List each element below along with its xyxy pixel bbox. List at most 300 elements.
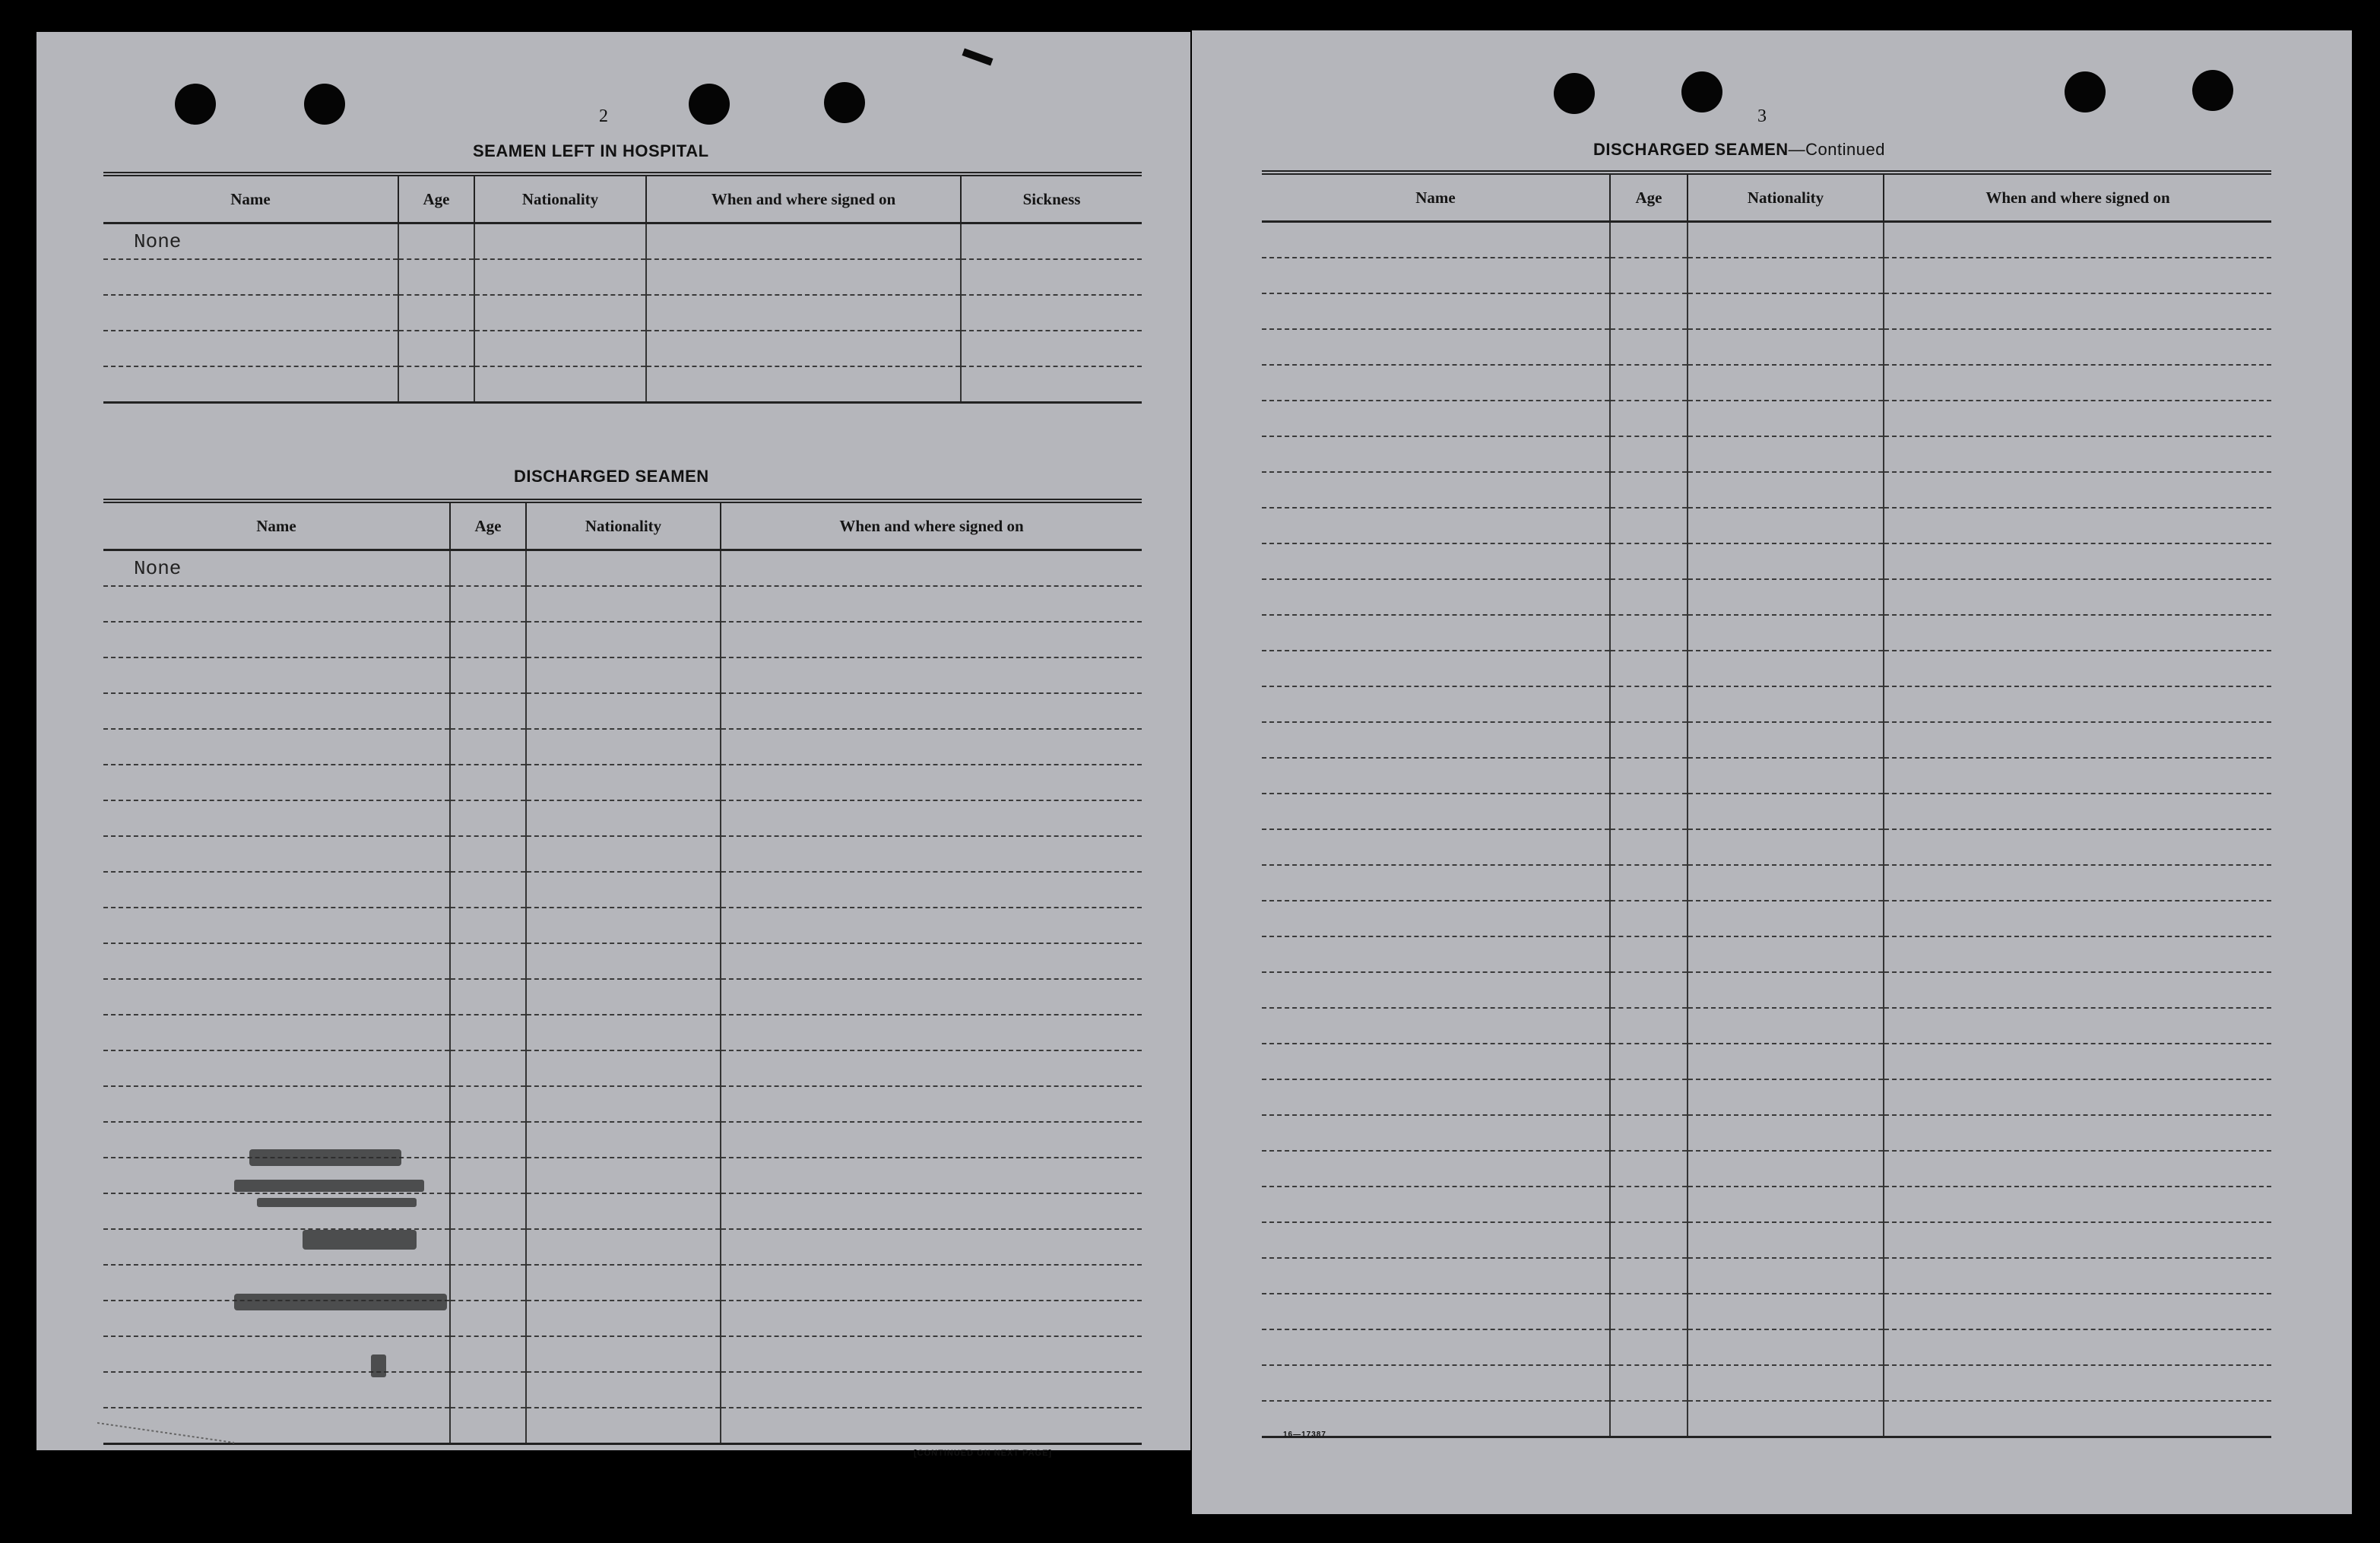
table-cell bbox=[1262, 1115, 1610, 1151]
hospital-header-age: Age bbox=[398, 174, 474, 223]
table-cell bbox=[721, 586, 1142, 622]
discharged-header-age: Age bbox=[450, 501, 526, 550]
table-cell bbox=[961, 331, 1142, 366]
table-cell bbox=[450, 550, 526, 587]
table-cell bbox=[961, 223, 1142, 260]
table-cell bbox=[721, 836, 1142, 872]
table-row bbox=[1262, 293, 2271, 329]
table-cell bbox=[1610, 758, 1688, 794]
table-cell bbox=[1884, 508, 2271, 543]
hospital-header-name: Name bbox=[103, 174, 398, 223]
table-cell bbox=[1262, 401, 1610, 436]
table-cell bbox=[646, 366, 961, 403]
table-row bbox=[1262, 1079, 2271, 1115]
table-cell bbox=[474, 259, 646, 295]
table-cell bbox=[1688, 1294, 1884, 1329]
table-row bbox=[103, 1086, 1142, 1122]
table-cell bbox=[1262, 1222, 1610, 1258]
table-cell bbox=[1262, 758, 1610, 794]
table-cell bbox=[1688, 293, 1884, 329]
table-cell bbox=[721, 1086, 1142, 1122]
punch-hole bbox=[2192, 70, 2233, 111]
table-cell bbox=[450, 800, 526, 836]
table-cell bbox=[1610, 901, 1688, 936]
table-row bbox=[1262, 829, 2271, 865]
table-cell bbox=[1610, 472, 1688, 508]
table-cell bbox=[103, 586, 450, 622]
table-row bbox=[1262, 722, 2271, 758]
table-cell bbox=[103, 1050, 450, 1086]
continued-header-name: Name bbox=[1262, 173, 1610, 222]
table-cell bbox=[450, 693, 526, 729]
table-cell bbox=[1610, 1294, 1688, 1329]
table-cell bbox=[1610, 615, 1688, 651]
table-row bbox=[1262, 543, 2271, 579]
table-row bbox=[1262, 1329, 2271, 1365]
table-cell bbox=[526, 693, 721, 729]
table-cell bbox=[1884, 1187, 2271, 1222]
table-cell bbox=[1262, 936, 1610, 972]
table-cell bbox=[721, 693, 1142, 729]
table-cell bbox=[450, 908, 526, 943]
paper-tear bbox=[962, 48, 993, 65]
discharged-continued-title bbox=[1593, 140, 1885, 160]
table-cell bbox=[1688, 1151, 1884, 1187]
table-cell bbox=[1262, 686, 1610, 722]
table-cell bbox=[646, 259, 961, 295]
table-cell bbox=[103, 872, 450, 908]
table-cell bbox=[721, 908, 1142, 943]
table-row bbox=[103, 1015, 1142, 1050]
punch-hole bbox=[2065, 71, 2106, 112]
table-cell bbox=[1610, 1222, 1688, 1258]
table-row bbox=[1262, 686, 2271, 722]
table-row bbox=[103, 800, 1142, 836]
table-cell bbox=[450, 836, 526, 872]
table-cell bbox=[721, 550, 1142, 587]
table-cell bbox=[103, 979, 450, 1015]
table-cell bbox=[1884, 758, 2271, 794]
table-cell bbox=[1262, 794, 1610, 829]
table-row bbox=[1262, 794, 2271, 829]
table-cell bbox=[526, 550, 721, 587]
table-cell bbox=[1884, 1115, 2271, 1151]
table-row bbox=[1262, 1258, 2271, 1294]
table-cell bbox=[1262, 901, 1610, 936]
table-cell bbox=[721, 1122, 1142, 1158]
right-page bbox=[1192, 30, 2352, 1514]
table-cell bbox=[103, 331, 398, 366]
table-cell bbox=[721, 1050, 1142, 1086]
table-row bbox=[103, 622, 1142, 657]
table-cell bbox=[1610, 1365, 1688, 1401]
table-cell bbox=[103, 693, 450, 729]
table-cell bbox=[646, 331, 961, 366]
discharged-continued-table bbox=[1262, 170, 2271, 1438]
table-cell bbox=[1610, 972, 1688, 1008]
page-fold-mark bbox=[97, 1420, 234, 1450]
table-cell bbox=[526, 1265, 721, 1301]
table-cell bbox=[1688, 1044, 1884, 1079]
table-row bbox=[103, 1408, 1142, 1444]
table-cell bbox=[1688, 722, 1884, 758]
table-cell bbox=[721, 1265, 1142, 1301]
table-cell bbox=[721, 1158, 1142, 1193]
table-cell bbox=[1688, 758, 1884, 794]
table-row bbox=[1262, 329, 2271, 365]
table-row bbox=[1262, 758, 2271, 794]
table-cell bbox=[1262, 329, 1610, 365]
table-cell bbox=[1688, 1008, 1884, 1044]
table-cell bbox=[526, 800, 721, 836]
hospital-section-title: SEAMEN LEFT IN HOSPITAL bbox=[473, 141, 709, 160]
table-cell bbox=[450, 943, 526, 979]
table-cell bbox=[1262, 1365, 1610, 1401]
table-row bbox=[1262, 401, 2271, 436]
table-cell bbox=[1262, 829, 1610, 865]
table-cell bbox=[1610, 1115, 1688, 1151]
table-cell bbox=[103, 765, 450, 800]
table-cell bbox=[1610, 722, 1688, 758]
table-cell bbox=[103, 622, 450, 657]
table-row bbox=[103, 908, 1142, 943]
table-cell bbox=[1610, 865, 1688, 901]
table-cell bbox=[1884, 365, 2271, 401]
table-row bbox=[103, 836, 1142, 872]
table-cell bbox=[103, 366, 398, 403]
table-row bbox=[1262, 1365, 2271, 1401]
table-cell bbox=[1262, 1187, 1610, 1222]
table-cell bbox=[1610, 329, 1688, 365]
table-cell bbox=[450, 657, 526, 693]
table-cell bbox=[1884, 1079, 2271, 1115]
table-cell bbox=[1688, 1365, 1884, 1401]
table-cell bbox=[526, 622, 721, 657]
table-cell bbox=[721, 800, 1142, 836]
table-cell bbox=[1884, 686, 2271, 722]
table-row bbox=[103, 943, 1142, 979]
table-cell bbox=[1688, 1329, 1884, 1365]
table-row bbox=[103, 765, 1142, 800]
punch-hole bbox=[304, 84, 345, 125]
table-cell bbox=[721, 1336, 1142, 1372]
table-row bbox=[103, 693, 1142, 729]
table-cell bbox=[103, 729, 450, 765]
table-cell bbox=[103, 295, 398, 331]
table-cell bbox=[1688, 615, 1884, 651]
table-cell bbox=[721, 1193, 1142, 1229]
table-cell bbox=[1262, 722, 1610, 758]
table-row bbox=[1262, 1222, 2271, 1258]
table-cell bbox=[1884, 1151, 2271, 1187]
table-cell bbox=[1610, 1187, 1688, 1222]
table-cell bbox=[1262, 436, 1610, 472]
table-cell bbox=[646, 295, 961, 331]
table-row bbox=[1262, 651, 2271, 686]
page-number: 2 bbox=[599, 106, 608, 126]
hospital-header-nationality: Nationality bbox=[474, 174, 646, 223]
table-cell bbox=[1262, 222, 1610, 258]
table-row bbox=[1262, 972, 2271, 1008]
table-cell bbox=[1688, 1187, 1884, 1222]
table-cell bbox=[721, 729, 1142, 765]
table-row bbox=[103, 366, 1142, 403]
table-cell bbox=[103, 908, 450, 943]
table-cell bbox=[526, 1372, 721, 1408]
table-cell bbox=[1610, 829, 1688, 865]
table-cell bbox=[1610, 579, 1688, 615]
table-row bbox=[103, 331, 1142, 366]
table-cell bbox=[721, 1408, 1142, 1444]
hospital-header-sickness: Sickness bbox=[961, 174, 1142, 223]
table-cell bbox=[1610, 1258, 1688, 1294]
table-cell bbox=[1884, 901, 2271, 936]
table-cell bbox=[450, 979, 526, 1015]
table-cell bbox=[450, 1408, 526, 1444]
table-cell bbox=[1262, 579, 1610, 615]
table-cell bbox=[1884, 293, 2271, 329]
table-cell bbox=[526, 729, 721, 765]
discharged-header-when-and-where-signed-on: When and where signed on bbox=[721, 501, 1142, 550]
form-number: 16—17387 bbox=[1283, 1431, 1326, 1439]
table-cell bbox=[103, 943, 450, 979]
table-cell bbox=[1884, 1222, 2271, 1258]
table-cell bbox=[103, 657, 450, 693]
received-stamp bbox=[204, 1119, 508, 1408]
table-cell bbox=[1884, 543, 2271, 579]
table-cell bbox=[1262, 1294, 1610, 1329]
table-cell bbox=[1688, 472, 1884, 508]
table-cell bbox=[1610, 293, 1688, 329]
table-cell bbox=[721, 1229, 1142, 1265]
table-cell bbox=[526, 908, 721, 943]
table-cell bbox=[1262, 651, 1610, 686]
table-cell bbox=[1884, 936, 2271, 972]
table-cell bbox=[1262, 1329, 1610, 1365]
table-cell bbox=[1610, 1044, 1688, 1079]
table-cell bbox=[721, 622, 1142, 657]
punch-hole bbox=[175, 84, 216, 125]
table-cell bbox=[961, 366, 1142, 403]
hospital-header-when-and-where-signed-on: When and where signed on bbox=[646, 174, 961, 223]
table-row bbox=[1262, 1151, 2271, 1187]
table-cell bbox=[526, 1408, 721, 1444]
table-row bbox=[103, 979, 1142, 1015]
table-cell bbox=[474, 223, 646, 260]
table-row bbox=[1262, 436, 2271, 472]
table-cell bbox=[1688, 865, 1884, 901]
table-cell bbox=[1688, 1258, 1884, 1294]
punch-hole bbox=[1681, 71, 1722, 112]
table-cell bbox=[1610, 651, 1688, 686]
table-cell bbox=[526, 836, 721, 872]
discharged-section-title: DISCHARGED SEAMEN bbox=[514, 467, 709, 486]
table-cell bbox=[398, 366, 474, 403]
table-cell bbox=[526, 586, 721, 622]
table-row bbox=[103, 872, 1142, 908]
table-cell bbox=[1884, 972, 2271, 1008]
table-cell bbox=[1610, 794, 1688, 829]
table-row bbox=[103, 550, 1142, 587]
table-row bbox=[1262, 365, 2271, 401]
table-cell bbox=[526, 1229, 721, 1265]
table-row bbox=[1262, 865, 2271, 901]
table-cell bbox=[1884, 436, 2271, 472]
table-cell bbox=[103, 1015, 450, 1050]
table-cell bbox=[1262, 543, 1610, 579]
table-cell bbox=[103, 1086, 450, 1122]
table-row bbox=[1262, 1115, 2271, 1151]
table-cell bbox=[1262, 365, 1610, 401]
table-cell bbox=[1688, 1115, 1884, 1151]
table-row bbox=[1262, 901, 2271, 936]
table-cell bbox=[1610, 543, 1688, 579]
discharged-header-name: Name bbox=[103, 501, 450, 550]
table-cell bbox=[1688, 258, 1884, 293]
table-cell bbox=[450, 586, 526, 622]
continued-header-when-and-where-signed-on: When and where signed on bbox=[1884, 173, 2271, 222]
table-cell bbox=[1610, 365, 1688, 401]
table-cell bbox=[526, 657, 721, 693]
table-row bbox=[1262, 222, 2271, 258]
table-cell bbox=[1262, 865, 1610, 901]
table-cell bbox=[450, 765, 526, 800]
table-cell bbox=[646, 223, 961, 260]
table-cell bbox=[1688, 329, 1884, 365]
table-row bbox=[103, 223, 1142, 260]
table-cell bbox=[1688, 901, 1884, 936]
table-cell bbox=[1688, 436, 1884, 472]
title-suffix: —Continued bbox=[1788, 140, 1885, 159]
table-cell bbox=[474, 331, 646, 366]
table-cell bbox=[1262, 508, 1610, 543]
table-cell bbox=[450, 622, 526, 657]
table-cell bbox=[721, 657, 1142, 693]
table-cell bbox=[526, 1015, 721, 1050]
table-cell bbox=[1610, 1401, 1688, 1437]
table-cell bbox=[1262, 472, 1610, 508]
table-cell bbox=[961, 295, 1142, 331]
table-cell bbox=[1884, 1008, 2271, 1044]
table-cell bbox=[1610, 258, 1688, 293]
table-cell bbox=[526, 872, 721, 908]
table-cell bbox=[1884, 1294, 2271, 1329]
table-cell bbox=[1610, 401, 1688, 436]
table-cell bbox=[1884, 579, 2271, 615]
table-cell bbox=[1262, 615, 1610, 651]
table-cell bbox=[1688, 794, 1884, 829]
table-cell bbox=[526, 943, 721, 979]
table-cell bbox=[398, 223, 474, 260]
table-cell bbox=[1610, 508, 1688, 543]
table-cell bbox=[1884, 472, 2271, 508]
table-cell bbox=[1884, 1258, 2271, 1294]
table-cell bbox=[398, 331, 474, 366]
table-cell bbox=[1610, 222, 1688, 258]
table-row bbox=[1262, 508, 2271, 543]
table-cell bbox=[1688, 222, 1884, 258]
table-cell bbox=[1688, 972, 1884, 1008]
table-cell bbox=[1688, 936, 1884, 972]
table-cell bbox=[1688, 508, 1884, 543]
table-cell bbox=[1262, 258, 1610, 293]
table-cell bbox=[526, 1193, 721, 1229]
continued-note: [CONTINUED ON NEXT PAGE] bbox=[914, 1449, 1053, 1458]
table-cell bbox=[721, 1372, 1142, 1408]
table-cell bbox=[526, 765, 721, 800]
table-cell bbox=[721, 765, 1142, 800]
table-cell bbox=[398, 295, 474, 331]
table-cell bbox=[1884, 1401, 2271, 1437]
page-number: 3 bbox=[1757, 106, 1767, 126]
table-cell bbox=[103, 259, 398, 295]
hospital-table bbox=[103, 172, 1142, 404]
table-cell bbox=[721, 1015, 1142, 1050]
table-row bbox=[1262, 258, 2271, 293]
table-cell: None bbox=[103, 550, 450, 587]
table-cell bbox=[721, 979, 1142, 1015]
table-cell bbox=[1262, 1258, 1610, 1294]
table-cell bbox=[1884, 865, 2271, 901]
table-cell bbox=[526, 1122, 721, 1158]
table-cell bbox=[1884, 258, 2271, 293]
table-cell bbox=[1884, 651, 2271, 686]
table-cell bbox=[450, 729, 526, 765]
table-cell bbox=[103, 800, 450, 836]
table-cell bbox=[1884, 722, 2271, 758]
table-cell bbox=[1884, 329, 2271, 365]
table-cell bbox=[721, 872, 1142, 908]
table-row bbox=[103, 295, 1142, 331]
title-text: DISCHARGED SEAMEN bbox=[1593, 140, 1789, 159]
table-row bbox=[1262, 579, 2271, 615]
table-cell bbox=[1610, 1151, 1688, 1187]
table-cell bbox=[1688, 829, 1884, 865]
table-cell bbox=[1688, 579, 1884, 615]
continued-header-age: Age bbox=[1610, 173, 1688, 222]
table-cell bbox=[1688, 543, 1884, 579]
table-cell bbox=[1610, 1008, 1688, 1044]
table-cell bbox=[450, 1015, 526, 1050]
table-row bbox=[103, 259, 1142, 295]
table-cell bbox=[1688, 1222, 1884, 1258]
table-row bbox=[1262, 1401, 2271, 1437]
table-cell bbox=[450, 1086, 526, 1122]
table-cell bbox=[526, 979, 721, 1015]
table-cell bbox=[721, 1301, 1142, 1336]
table-cell bbox=[1688, 1079, 1884, 1115]
table-cell bbox=[1262, 1079, 1610, 1115]
table-cell bbox=[1884, 829, 2271, 865]
table-row bbox=[1262, 472, 2271, 508]
table-cell bbox=[721, 943, 1142, 979]
table-row bbox=[103, 729, 1142, 765]
table-cell bbox=[1610, 1079, 1688, 1115]
continued-header-nationality: Nationality bbox=[1688, 173, 1884, 222]
table-row bbox=[103, 657, 1142, 693]
table-cell bbox=[103, 836, 450, 872]
left-page bbox=[36, 32, 1190, 1458]
table-cell bbox=[526, 1050, 721, 1086]
table-cell: None bbox=[103, 223, 398, 260]
table-row bbox=[103, 586, 1142, 622]
table-cell bbox=[526, 1158, 721, 1193]
table-cell bbox=[1262, 1044, 1610, 1079]
table-cell bbox=[398, 259, 474, 295]
table-cell bbox=[450, 872, 526, 908]
table-cell bbox=[1610, 936, 1688, 972]
table-cell bbox=[1610, 686, 1688, 722]
